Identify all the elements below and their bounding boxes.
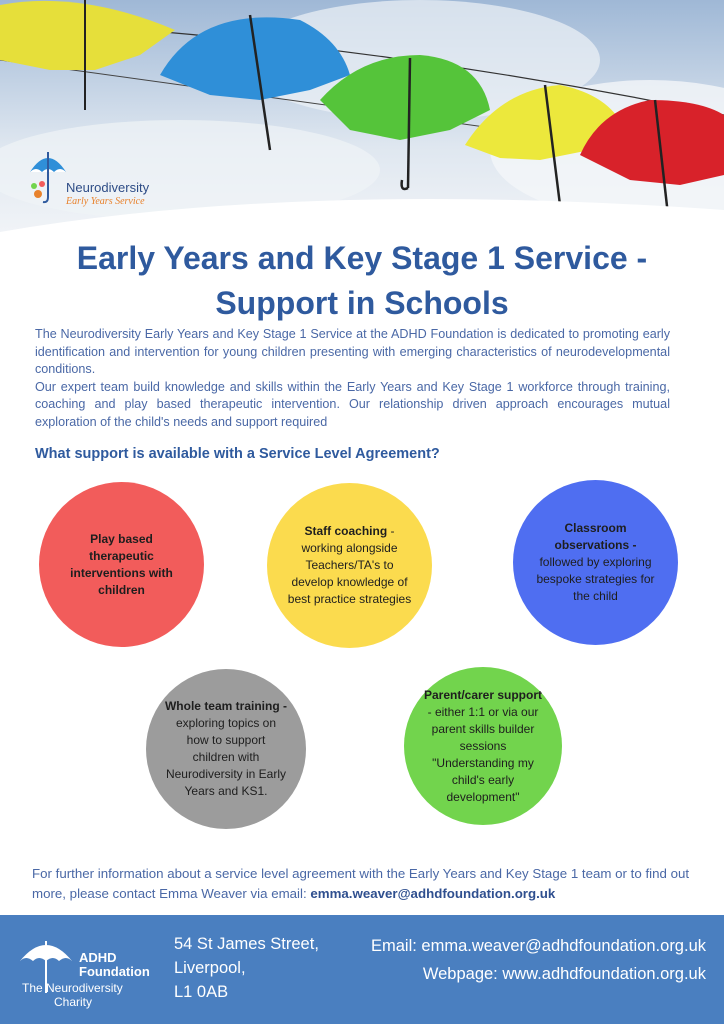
circle-parent-text: - either 1:1 or via our parent skills builder sessions "Understanding my child's early development" xyxy=(427,704,539,804)
logo-name: Neurodiversity xyxy=(66,180,150,195)
footer-logo-foundation: Foundation xyxy=(79,964,150,979)
circle-classroom-title: Classroom observations - xyxy=(554,521,637,552)
intro-paragraph-2: Our expert team build knowledge and skills within the Early Years and Key Stage 1 workforce through training, coaching and play based therapeutic intervention. Our relationship driven approach encourages mutual exploration of the child's needs and support required xyxy=(35,379,670,429)
circle-whole-team-training xyxy=(146,669,306,829)
adhd-foundation-logo xyxy=(16,931,166,1011)
support-heading: What support is available with a Service Level Agreement? xyxy=(35,446,440,462)
footer-webpage-link[interactable]: Webpage: www.adhdfoundation.org.uk xyxy=(422,965,706,983)
circle-play-title: Play based therapeutic interventions with children xyxy=(70,531,173,597)
circle-training-text: exploring topics on how to support children with Neurodiversity in Early Years and KS1. xyxy=(165,716,287,798)
page-title xyxy=(30,236,694,326)
circle-coaching-title: Staff coaching xyxy=(304,524,388,538)
circle-play-based xyxy=(39,482,204,647)
footer-email-link[interactable]: Email: emma.weaver@adhdfoundation.org.uk xyxy=(370,937,706,955)
logo-sub: Early Years Service xyxy=(66,196,145,207)
footer-logo-neurodiversity: The Neurodiversity xyxy=(22,981,123,995)
further-info-text: For further information about a service level agreement with the Early Years and Key Stage 1 team or to find out more, please contact Emma Weaver via email: xyxy=(32,866,690,901)
circle-classroom-observations xyxy=(513,480,678,645)
circle-parent-carer-support xyxy=(404,667,562,825)
address-line-1: 54 St James Street, xyxy=(174,935,319,953)
footer-address xyxy=(174,932,319,1004)
circle-training-title: Whole team training xyxy=(164,699,280,713)
further-info-email-link[interactable]: emma.weaver@adhdfoundation.org.uk xyxy=(310,886,556,901)
further-info xyxy=(32,864,692,904)
address-line-2: Liverpool, xyxy=(174,959,246,977)
circle-staff-coaching xyxy=(267,483,432,648)
circle-parent-title: Parent/carer support xyxy=(423,687,543,702)
address-line-3: L1 0AB xyxy=(174,983,229,1001)
hero-photo xyxy=(0,0,724,245)
title-line-2: Support in Schools xyxy=(215,285,509,321)
circle-coaching-text: - working alongside Teachers/TA's to develop knowledge of best practice strategies xyxy=(287,524,412,606)
footer-logo-charity: Charity xyxy=(54,995,93,1009)
intro-paragraph-1: The Neurodiversity Early Years and Key Stage 1 Service at the ADHD Foundation is dedicated to promoting early identification and intervention for young children presenting with emerging characteristics of neurodevelopmental conditions. xyxy=(35,327,670,376)
footer-contact xyxy=(371,932,706,988)
title-line-1: Early Years and Key Stage 1 Service - xyxy=(76,240,648,276)
neurodiversity-logo xyxy=(28,142,188,217)
umbrella-hand-icon xyxy=(28,142,68,212)
circle-training-dash: - xyxy=(279,699,288,713)
footer-logo-adhd: ADHD xyxy=(79,950,117,965)
intro-text xyxy=(35,326,670,431)
circle-classroom-text: followed by exploring bespoke strategies for the child xyxy=(536,555,655,603)
footer-bar xyxy=(0,915,724,1024)
